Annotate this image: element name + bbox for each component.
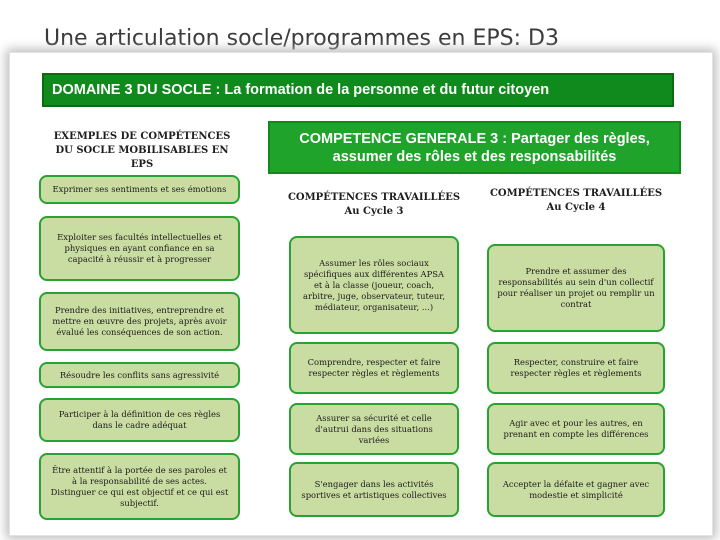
cycle4-heading (487, 187, 665, 215)
cycle3-item-2: Comprendre, respecter et faire respecter règles et règlements (289, 342, 459, 394)
left-item-2: Exploiter ses facultés intellectuelles et physiques en ayant confiance en sa capacité à réussir et à progresser (39, 216, 240, 281)
cycle4-item-4: Accepter la défaite et gagner avec modestie et simplicité (487, 462, 665, 517)
cycle4-item-2: Respecter, construire et faire respecter règles et règlements (487, 342, 665, 394)
cycle3-heading-line2: Au Cycle 3 (344, 206, 404, 217)
cycle3-item-3: Assurer sa sécurité et celle d'autrui dans des situations variées (289, 403, 459, 455)
general-competence-header: COMPETENCE GENERALE 3 : Partager des règles, assumer des rôles et des responsabilités (268, 121, 681, 174)
cycle3-item-1: Assumer les rôles sociaux spécifiques aux différentes APSA et à la classe (joueur, coach, arbitre, juge, observateur, tuteur, médiateur, organisateur, ...) (289, 236, 459, 334)
slide-title: Une articulation socle/programmes en EPS: D3 (44, 26, 559, 51)
cycle4-item-1: Prendre et assumer des responsabilités au sein d'un collectif pour réaliser un projet ou remplir un contrat (487, 244, 665, 332)
left-item-1: Exprimer ses sentiments et ses émotions (39, 175, 240, 204)
cycle4-heading-line2: Au Cycle 4 (546, 202, 606, 213)
left-column-heading: EXEMPLES DE COMPÉTENCES DU SOCLE MOBILISABLES EN EPS (53, 131, 231, 170)
left-item-3: Prendre des initiatives, entreprendre et mettre en œuvre des projets, après avoir évalué les conséquences de son action. (39, 292, 240, 351)
cycle3-item-4: S'engager dans les activités sportives et artistiques collectives (289, 462, 459, 517)
cycle3-heading-line1: COMPÉTENCES TRAVAILLÉES (287, 192, 461, 203)
left-item-5: Participer à la définition de ces règles dans le cadre adéquat (39, 398, 240, 442)
domain-banner: DOMAINE 3 DU SOCLE : La formation de la personne et du futur citoyen (42, 73, 674, 107)
cycle4-heading-line1: COMPÉTENCES TRAVAILLÉES (489, 188, 663, 199)
left-item-4: Résoudre les conflits sans agressivité (39, 362, 240, 388)
cycle4-item-3: Agir avec et pour les autres, en prenant en compte les différences (487, 403, 665, 455)
left-item-6: Être attentif à la portée de ses paroles et à la responsabilité de ses actes. Distinguer ce qui est objectif et ce qui est subjectif. (39, 453, 240, 520)
cycle3-heading (286, 191, 462, 219)
